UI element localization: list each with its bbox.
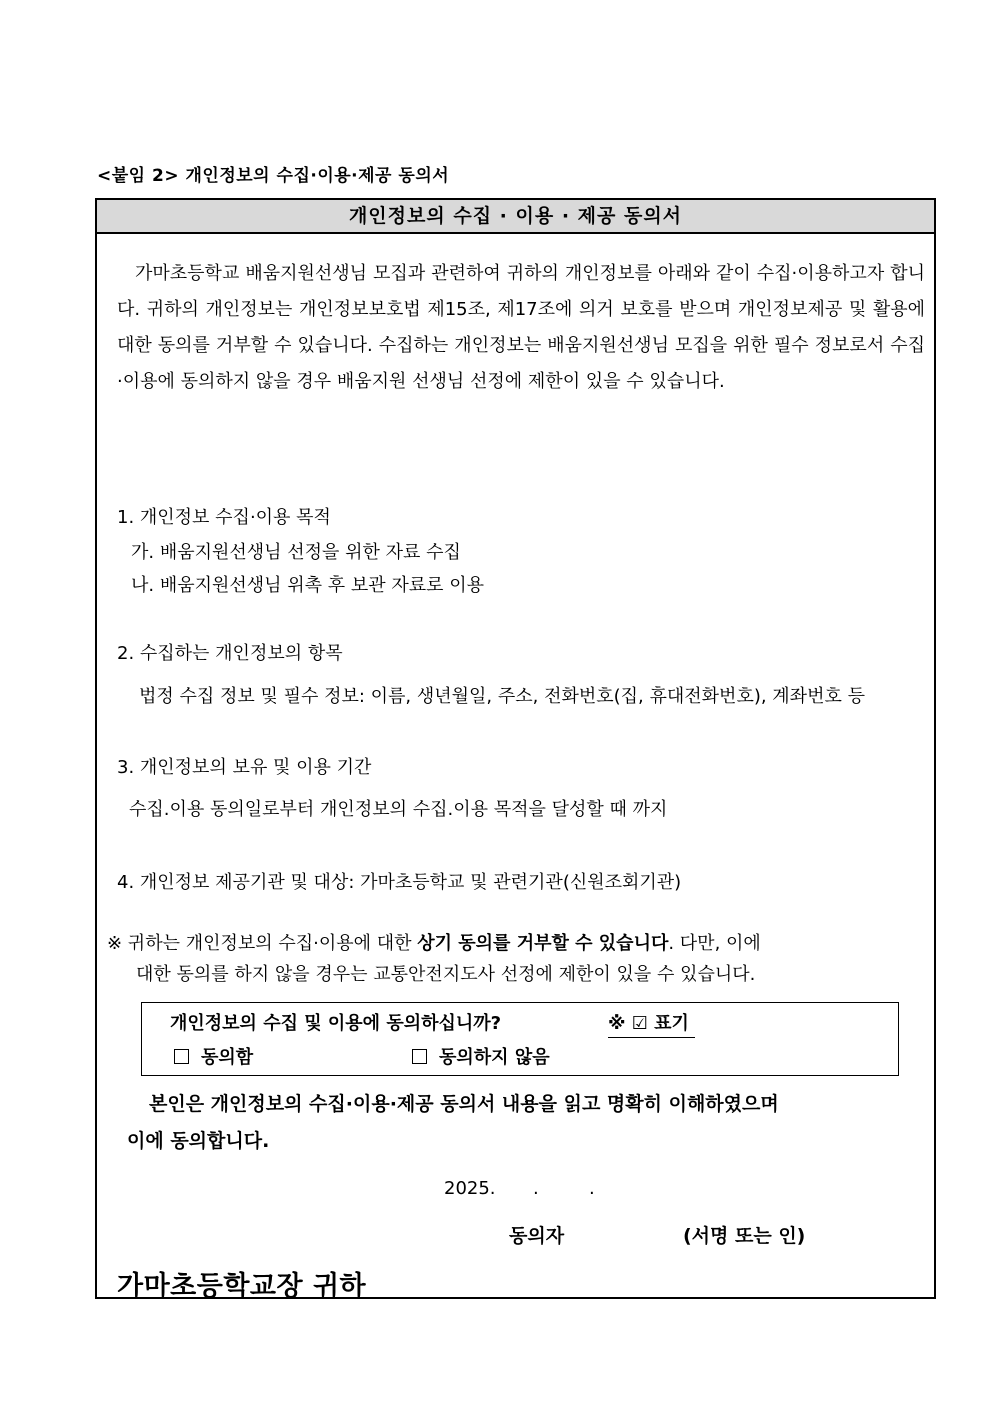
disagree-label: 동의하지 않음 <box>439 1047 550 1068</box>
intro-text: 가마초등학교 배움지원선생님 모집과 관련하여 귀하의 개인정보를 아래와 같이 수집·이용하고자 합니다. 귀하의 개인정보는 개인정보보호법 제15조, 제17조에 의거 보호를 받으며 개인정보제공 및 활용에 대한 동의를 거부할 수 있습니다. 수집하는 개인정보는 배움지원선생님 모집을 위한 필수 정보로서 수집·이용에 동의하지 않을 경우 배움지원 선생님 선정에 제한이 있을 수 있습니다. <box>117 263 925 392</box>
section-1-item-a: 가. 배움지원선생님 선정을 위한 자료 수집 <box>131 542 461 563</box>
addressee: 가마초등학교장 귀하 <box>117 1271 367 1302</box>
form-title: 개인정보의 수집 · 이용 · 제공 동의서 <box>97 200 934 234</box>
disagree-option[interactable] <box>412 1043 550 1069</box>
section-2-item: 법정 수집 정보 및 필수 정보: 이름, 생년월일, 주소, 전화번호(집, 휴대전화번호), 계좌번호 등 <box>139 686 865 707</box>
notice-suffix: . 다만, 이에 <box>668 933 761 954</box>
section-3-item: 수집.이용 동의일로부터 개인정보의 수집.이용 목적을 달성할 때 까지 <box>129 799 668 820</box>
consent-form <box>95 198 936 1302</box>
attachment-label: <붙임 2> 개인정보의 수집·이용·제공 동의서 <box>97 166 450 186</box>
section-1-heading: 1. 개인정보 수집·이용 목적 <box>117 507 331 528</box>
agree-checkbox[interactable] <box>174 1049 189 1064</box>
signature-hint: (서명 또는 인) <box>683 1225 806 1247</box>
signer-label: 동의자 <box>509 1225 565 1247</box>
notice-prefix: ※ 귀하는 개인정보의 수집·이용에 대한 <box>107 933 418 954</box>
disagree-checkbox[interactable] <box>412 1049 427 1064</box>
statement-line-1: 본인은 개인정보의 수집·이용·제공 동의서 내용을 읽고 명확히 이해하였으며 <box>149 1093 779 1115</box>
consent-statement <box>127 1086 927 1160</box>
notice-line-2: 대한 동의를 하지 않을 경우는 교통안전지도사 선정에 제한이 있을 수 있습니다. <box>136 964 756 985</box>
section-3-heading: 3. 개인정보의 보유 및 이용 기간 <box>117 757 372 778</box>
intro-paragraph <box>117 256 925 400</box>
date-dot-1: . <box>533 1178 539 1199</box>
agree-option[interactable] <box>174 1043 253 1069</box>
date-dot-2: . <box>589 1178 595 1199</box>
refusal-notice <box>107 928 931 990</box>
consent-box <box>141 1002 899 1076</box>
section-2-heading: 2. 수집하는 개인정보의 항목 <box>117 643 343 664</box>
consent-question: 개인정보의 수집 및 이용에 동의하십니까? <box>170 1013 502 1034</box>
section-4-heading: 4. 개인정보 제공기관 및 대상: 가마초등학교 및 관련기관(신원조회기관) <box>117 872 682 893</box>
agree-label: 동의함 <box>201 1047 254 1068</box>
statement-line-2: 이에 동의합니다. <box>127 1130 270 1152</box>
mark-hint: ※ ☑ 표기 <box>608 1009 695 1038</box>
section-1-item-b: 나. 배움지원선생님 위촉 후 보관 자료로 이용 <box>131 575 485 596</box>
date-year: 2025. <box>444 1178 496 1199</box>
notice-bold: 상기 동의를 거부할 수 있습니다 <box>417 933 669 954</box>
